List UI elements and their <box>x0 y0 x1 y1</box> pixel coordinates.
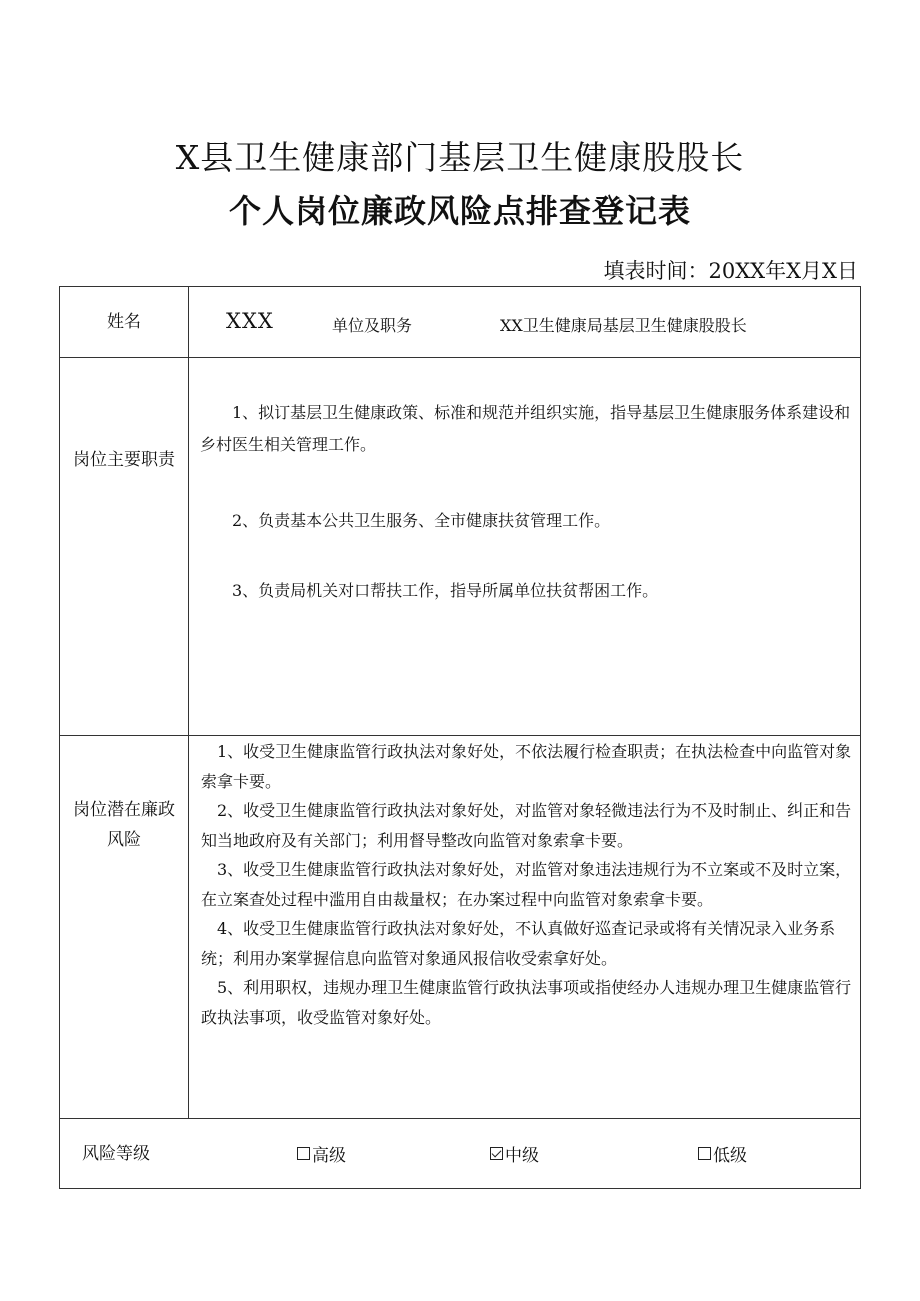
duty-item: 3、负责局机关对口帮扶工作，指导所属单位扶贫帮困工作。 <box>232 581 659 600</box>
risk-item: 3、收受卫生健康监管行政执法对象好处，对监管对象违法违规行为不立案或不及时立案，在立案查处过程中滥用自由裁量权；在办案过程中向监管对象索拿卡要。 <box>201 860 852 909</box>
row-divider <box>60 1118 860 1119</box>
level-label: 高级 <box>312 1146 346 1166</box>
name-label: 姓名 <box>107 312 141 332</box>
row-divider <box>60 357 860 358</box>
risk-list <box>201 737 861 1032</box>
risk-item: 4、收受卫生健康监管行政执法对象好处，不认真做好巡查记录或将有关情况录入业务系统；利用办案掌握信息向监管对象通风报信收受索拿好处。 <box>201 919 836 968</box>
risk-item: 2、收受卫生健康监管行政执法对象好处，对监管对象轻微违法行为不及时制止、纠正和告知当地政府及有关部门；利用督导整改向监管对象索拿卡要。 <box>201 801 852 850</box>
registration-table <box>59 286 861 1189</box>
fill-time: 填表时间：20XX年X月X日 <box>603 259 858 283</box>
level-label: 低级 <box>713 1146 747 1166</box>
level-option-medium[interactable] <box>490 1141 539 1166</box>
column-divider <box>188 287 189 1118</box>
duty-item: 2、负责基本公共卫生服务、全市健康扶贫管理工作。 <box>232 511 611 530</box>
level-label: 中级 <box>505 1146 539 1166</box>
level-option-high[interactable] <box>297 1141 346 1166</box>
duties-label: 岗位主要职责 <box>73 450 175 470</box>
row-divider <box>60 735 860 736</box>
title-line-2: 个人岗位廉政风险点排查登记表 <box>228 192 691 230</box>
risk-label-line-1: 岗位潜在廉政 <box>73 800 175 820</box>
name-value: XXX <box>226 309 274 333</box>
risk-item: 1、收受卫生健康监管行政执法对象好处，不依法履行检查职责；在执法检查中向监管对象索拿卡要。 <box>201 742 852 791</box>
unit-label: 单位及职务 <box>332 316 413 335</box>
checkbox-icon[interactable] <box>490 1147 503 1160</box>
duty-item: 1、拟订基层卫生健康政策、标准和规范并组织实施，指导基层卫生健康服务体系建设和乡村医生相关管理工作。 <box>200 403 851 454</box>
level-option-low[interactable] <box>698 1141 747 1166</box>
title-line-1: X县卫生健康部门基层卫生健康股股长 <box>175 138 745 177</box>
risk-label-line-2: 风险 <box>107 830 141 850</box>
risk-label <box>60 795 188 855</box>
unit-value: XX卫生健康局基层卫生健康股股长 <box>500 316 747 335</box>
checkbox-icon[interactable] <box>698 1147 711 1160</box>
risk-item: 5、利用职权，违规办理卫生健康监管行政执法事项或指使经办人违规办理卫生健康监管行政执法事项，收受监管对象好处。 <box>201 978 852 1027</box>
risk-level-label: 风险等级 <box>82 1144 150 1164</box>
checkbox-icon[interactable] <box>297 1147 310 1160</box>
